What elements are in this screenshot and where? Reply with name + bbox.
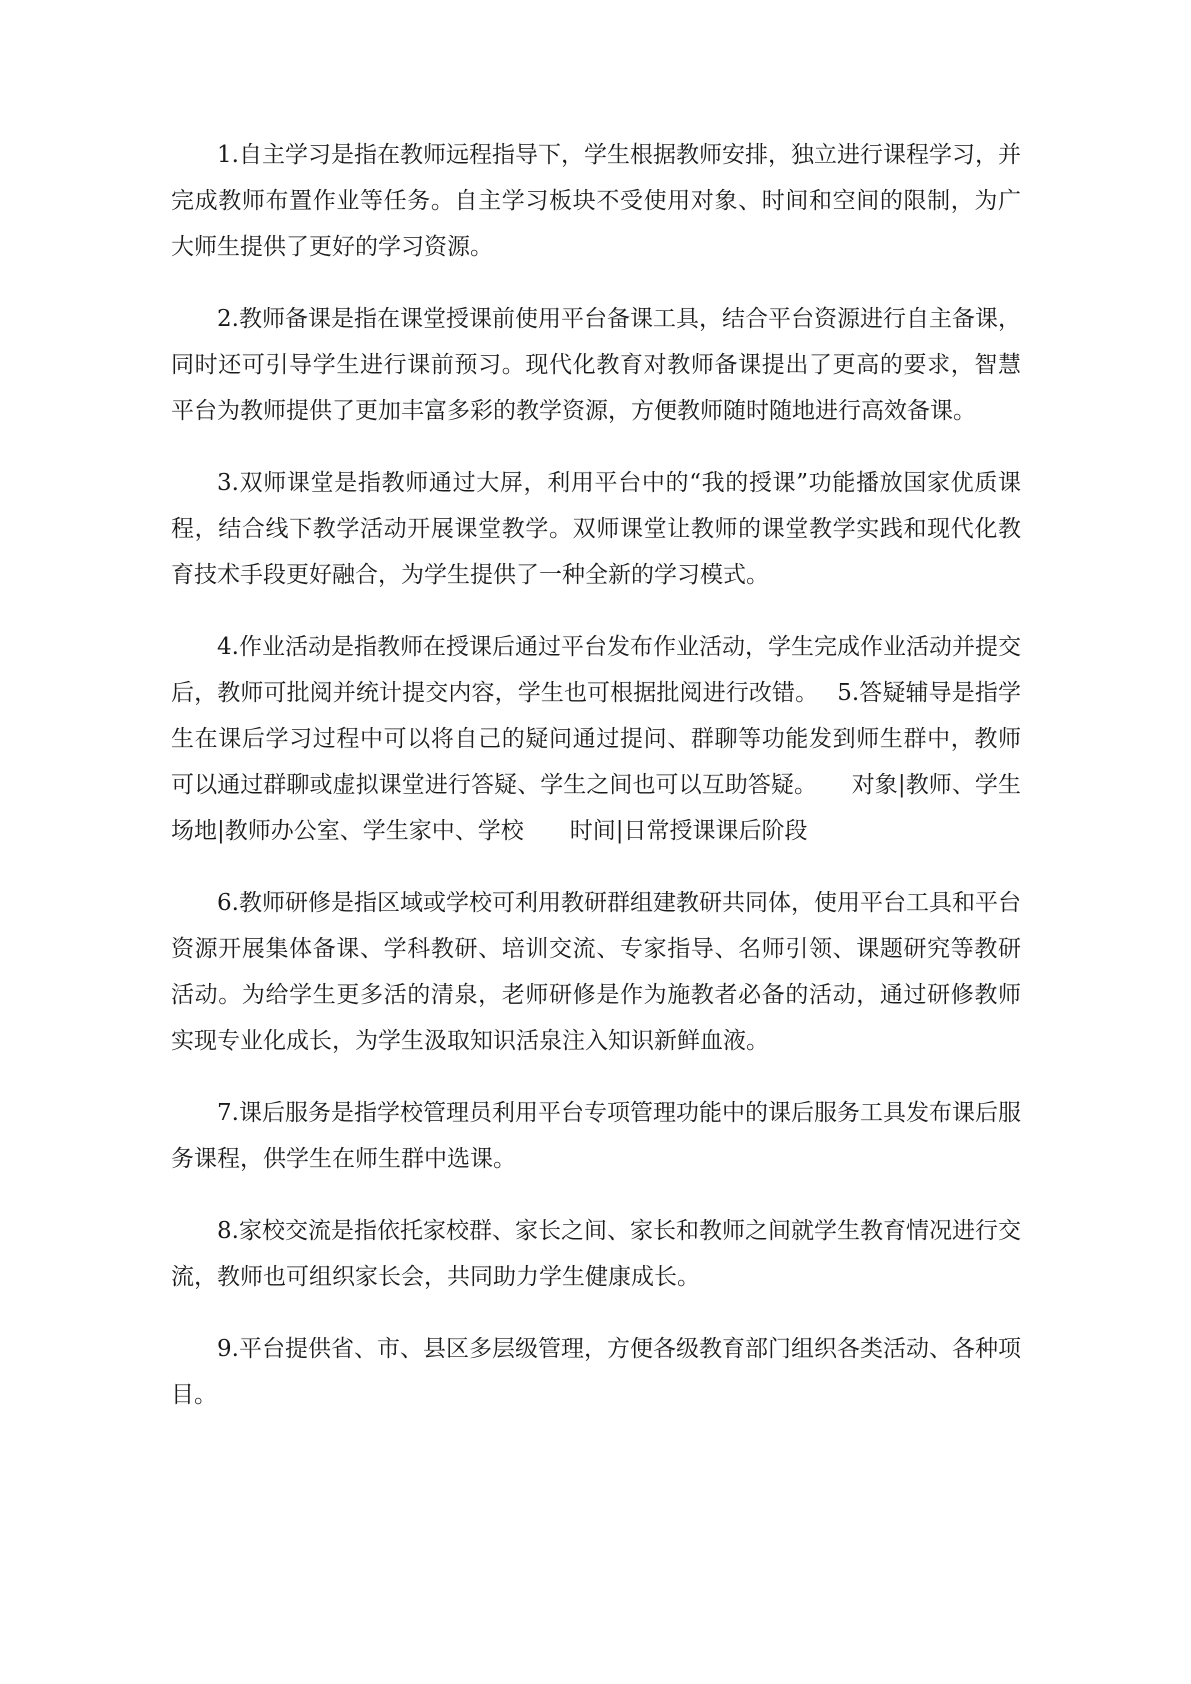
paragraph-home-school: 8.家校交流是指依托家校群、家长之间、家长和教师之间就学生教育情况进行交流，教师也可组织家长会，共同助力学生健康成长。 [171,1218,1021,1290]
paragraph-teacher-training: 6.教师研修是指区域或学校可利用教研群组建教研共同体，使用平台工具和平台资源开展集体备课、学科教研、培训交流、专家指导、名师引领、课题研究等教研活动。为给学生更多活的清泉，老师研修是作为施教者必备的活动，通过研修教师实现专业化成长，为学生汲取知识活泉注入知识新鲜血液。 [171,890,1021,1054]
paragraph-lesson-prep: 2.教师备课是指在课堂授课前使用平台备课工具，结合平台资源进行自主备课，同时还可引导学生进行课前预习。现代化教育对教师备课提出了更高的要求，智慧平台为教师提供了更加丰富多彩的教学资源，方便教师随时随地进行高效备课。 [171,306,1021,424]
paragraph-after-school: 7.课后服务是指学校管理员利用平台专项管理功能中的课后服务工具发布课后服务课程，供学生在师生群中选课。 [171,1100,1021,1172]
paragraph-homework-tutoring: 4.作业活动是指教师在授课后通过平台发布作业活动，学生完成作业活动并提交后，教师可批阅并统计提交内容，学生也可根据批阅进行改错。 5.答疑辅导是指学生在课后学习过程中可以将自己的疑问通过提问、群聊等功能发到师生群中，教师可以通过群聊或虚拟课堂进行答疑、学生之间也可以互助答疑。 对象|教师、学生 场地|教师办公室、学生家中、学校 时间|日常授课课后阶段 [171,634,1067,844]
paragraph-self-study: 1.自主学习是指在教师远程指导下，学生根据教师安排，独立进行课程学习，并完成教师布置作业等任务。自主学习板块不受使用对象、时间和空间的限制，为广大师生提供了更好的学习资源。 [171,142,1021,260]
paragraph-management: 9.平台提供省、市、县区多层级管理，方便各级教育部门组织各类活动、各种项目。 [171,1336,1021,1408]
document-body [171,132,1067,1444]
paragraph-dual-teacher: 3.双师课堂是指教师通过大屏，利用平台中的“我的授课”功能播放国家优质课程，结合线下教学活动开展课堂教学。双师课堂让教师的课堂教学实践和现代化教育技术手段更好融合，为学生提供了一种全新的学习模式。 [171,470,1021,588]
